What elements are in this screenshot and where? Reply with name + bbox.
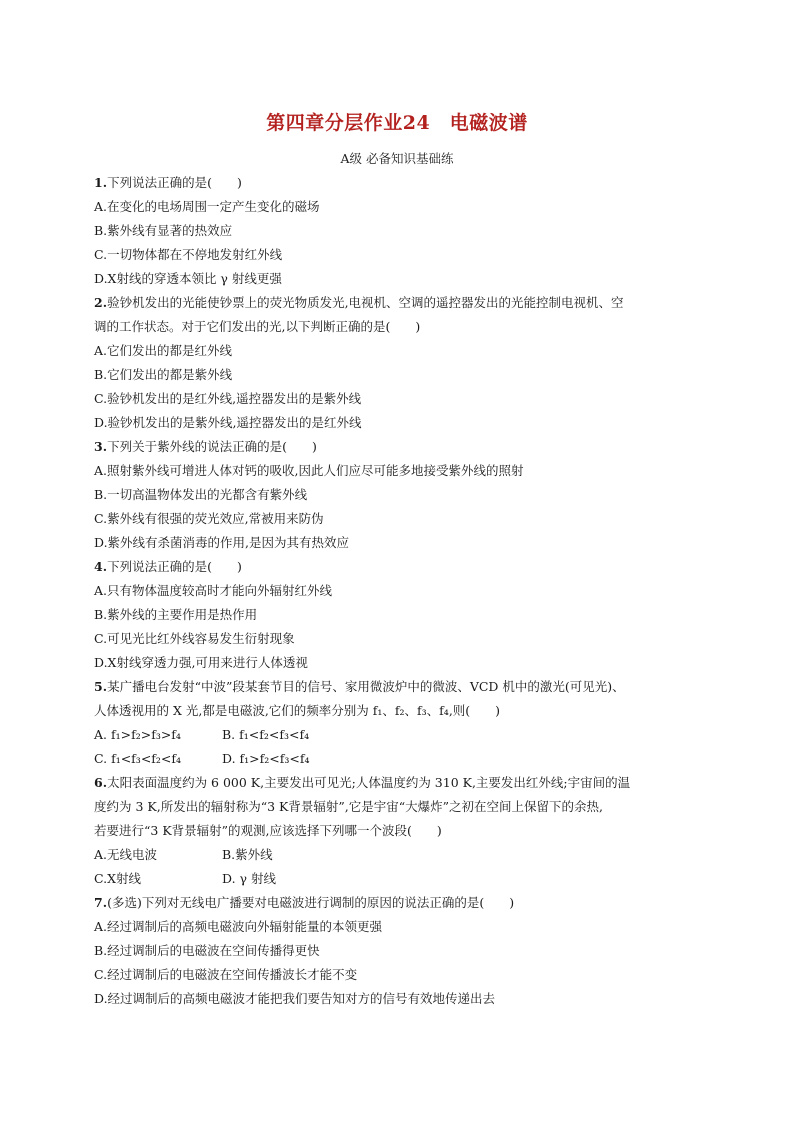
option-b: B.紫外线有显著的热效应 (94, 223, 233, 238)
question-6 (94, 771, 714, 891)
option-b: B.一切高温物体发出的光都含有紫外线 (94, 487, 308, 502)
option-row-1 (94, 843, 714, 867)
question-2 (94, 291, 714, 435)
option-a: A.照射紫外线可增进人体对钙的吸收,因此人们应尽可能多地接受紫外线的照射 (94, 463, 524, 478)
option-d: D. f₁>f₂<f₃<f₄ (222, 751, 310, 766)
option-b: B.经过调制后的电磁波在空间传播得更快 (94, 943, 320, 958)
question-number: 2. (94, 295, 108, 310)
question-stem: 下列关于紫外线的说法正确的是( ) (107, 439, 317, 454)
question-number: 3. (94, 439, 108, 454)
option-b: B.紫外线的主要作用是热作用 (94, 607, 258, 622)
question-4 (94, 555, 714, 675)
option-c: C.经过调制后的电磁波在空间传播波长才能不变 (94, 967, 358, 982)
question-3 (94, 435, 714, 555)
question-stem-line-1: 某广播电台发射“中波”段某套节目的信号、家用微波炉中的微波、VCD 机中的激光(可见光)、 (107, 679, 625, 694)
option-row-1 (94, 723, 714, 747)
question-stem-line-2: 人体透视用的 X 光,都是电磁波,它们的频率分别为 f₁、f₂、f₃、f₄,则( ) (94, 703, 501, 718)
option-a: A.无线电波 (94, 847, 158, 862)
option-d: D.X射线穿透力强,可用来进行人体透视 (94, 655, 308, 670)
question-stem-line-1: 太阳表面温度约为 6 000 K,主要发出可见光;人体温度约为 310 K,主要发出红外线;宇宙间的温 (107, 775, 631, 790)
option-a: A.在变化的电场周围一定产生变化的磁场 (94, 199, 320, 214)
option-a: A.只有物体温度较高时才能向外辐射红外线 (94, 583, 333, 598)
option-c: C.验钞机发出的是红外线,遥控器发出的是紫外线 (94, 391, 362, 406)
option-d: D.经过调制后的高频电磁波才能把我们要告知对方的信号有效地传递出去 (94, 991, 496, 1006)
question-list (94, 171, 714, 1011)
option-c: C. f₁<f₃<f₂<f₄ (94, 751, 182, 766)
option-b: B.它们发出的都是紫外线 (94, 367, 233, 382)
option-d: D.验钞机发出的是紫外线,遥控器发出的是红外线 (94, 415, 362, 430)
section-subtitle: A级 必备知识基础练 (340, 151, 454, 166)
question-stem-line-2: 调的工作状态。对于它们发出的光,以下判断正确的是( ) (94, 319, 421, 334)
question-7 (94, 891, 714, 1011)
question-number: 1. (94, 175, 108, 190)
question-stem-line-3: 若要进行“3 K背景辐射”的观测,应该选择下列哪一个波段( ) (94, 823, 442, 838)
option-b: B. f₁<f₂<f₃<f₄ (222, 727, 310, 742)
option-c: C.可见光比红外线容易发生衍射现象 (94, 631, 295, 646)
question-stem: (多选)下列对无线电广播要对电磁波进行调制的原因的说法正确的是( ) (107, 895, 515, 910)
question-stem: 下列说法正确的是( ) (107, 559, 242, 574)
option-c: C.X射线 (94, 871, 141, 886)
option-b: B.紫外线 (222, 847, 273, 862)
question-number: 5. (94, 679, 108, 694)
question-1 (94, 171, 714, 291)
question-stem: 下列说法正确的是( ) (107, 175, 242, 190)
question-stem-line-1: 验钞机发出的光能使钞票上的荧光物质发光,电视机、空调的遥控器发出的光能控制电视机、空 (107, 295, 624, 310)
question-stem-line-2: 度约为 3 K,所发出的辐射称为“3 K背景辐射”,它是宇宙“大爆炸”之初在空间上保留下的余热, (94, 799, 603, 814)
page-title: 第四章分层作业24 电磁波谱 (266, 112, 528, 134)
question-number: 4. (94, 559, 108, 574)
option-d: D. γ 射线 (222, 871, 276, 886)
option-a: A.经过调制后的高频电磁波向外辐射能量的本领更强 (94, 919, 383, 934)
question-number: 7. (94, 895, 108, 910)
option-a: A.它们发出的都是红外线 (94, 343, 233, 358)
question-5 (94, 675, 714, 771)
option-c: C.一切物体都在不停地发射红外线 (94, 247, 283, 262)
option-row-2 (94, 867, 714, 891)
option-d: D.X射线的穿透本领比 γ 射线更强 (94, 271, 282, 286)
option-a: A. f₁>f₂>f₃>f₄ (94, 727, 181, 742)
option-c: C.紫外线有很强的荧光效应,常被用来防伪 (94, 511, 324, 526)
question-number: 6. (94, 775, 108, 790)
option-d: D.紫外线有杀菌消毒的作用,是因为其有热效应 (94, 535, 350, 550)
option-row-2 (94, 747, 714, 771)
